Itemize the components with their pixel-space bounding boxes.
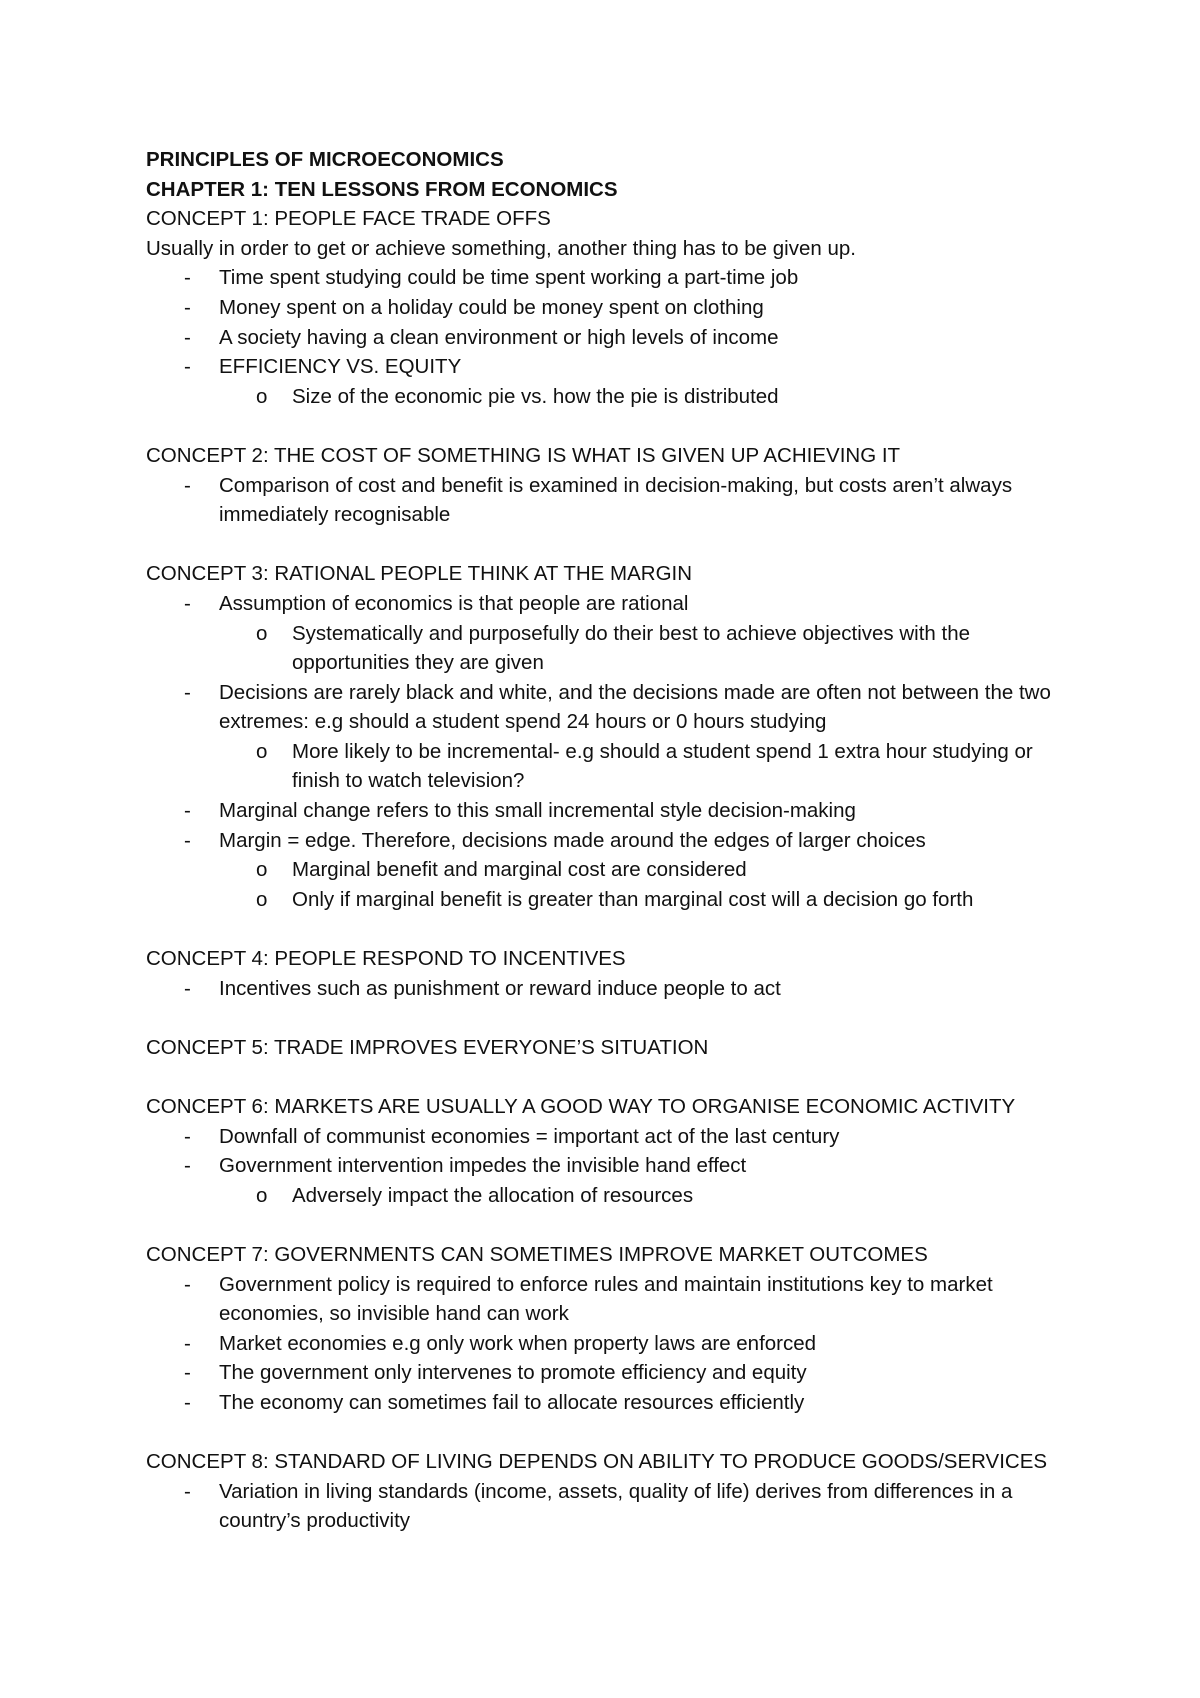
spacer — [146, 1003, 1086, 1033]
spacer — [146, 914, 1086, 944]
sub-bullet-text: Only if marginal benefit is greater than marginal cost will a decision go forth — [292, 887, 974, 911]
list-item — [146, 678, 1086, 737]
list-item — [146, 796, 1086, 826]
concept-8-heading: CONCEPT 8: STANDARD OF LIVING DEPENDS ON ABILITY TO PRODUCE GOODS/SERVICES — [146, 1450, 1048, 1474]
dash-bullet: - — [184, 355, 191, 379]
bullet-text: Market economies e.g only work when property laws are enforced — [219, 1331, 817, 1355]
bullet-text: Decisions are rarely black and white, and the decisions made are often not between the two extremes: e.g should a student spend 24 hours or 0 hours studying — [219, 680, 1051, 734]
concept-2-heading: CONCEPT 2: THE COST OF SOMETHING IS WHAT IS GIVEN UP ACHIEVING IT — [146, 443, 901, 467]
concept-3-heading: CONCEPT 3: RATIONAL PEOPLE THINK AT THE MARGIN — [146, 562, 693, 586]
dash-bullet: - — [184, 266, 191, 290]
bullet-text: Assumption of economics is that people are rational — [219, 591, 689, 615]
dash-bullet: - — [184, 1124, 191, 1148]
circle-bullet: o — [256, 1183, 268, 1207]
sub-list-item — [146, 885, 1086, 915]
bullet-text: Government policy is required to enforce rules and maintain institutions key to market economies, so invisible hand can work — [219, 1272, 993, 1326]
bullet-text: Time spent studying could be time spent working a part-time job — [219, 266, 799, 290]
document-title: PRINCIPLES OF MICROECONOMICS — [146, 148, 504, 171]
bullet-text: EFFICIENCY VS. EQUITY — [219, 355, 462, 379]
circle-bullet: o — [256, 858, 268, 882]
circle-bullet: o — [256, 621, 268, 645]
bullet-text: Money spent on a holiday could be money spent on clothing — [219, 295, 764, 319]
sub-list-item — [146, 737, 1086, 796]
bullet-text: The economy can sometimes fail to allocate resources efficiently — [219, 1390, 805, 1414]
dash-bullet: - — [184, 1272, 191, 1296]
bullet-text: Incentives such as punishment or reward induce people to act — [219, 976, 781, 1000]
bullet-text: Variation in living standards (income, assets, quality of life) derives from differences in a country’s productivity — [219, 1479, 1013, 1533]
bullet-text: Marginal change refers to this small incremental style decision-making — [219, 799, 856, 823]
dash-bullet: - — [184, 1154, 191, 1178]
sub-bullet-text: Marginal benefit and marginal cost are considered — [292, 858, 747, 882]
chapter-heading: CHAPTER 1: TEN LESSONS FROM ECONOMICS — [146, 177, 618, 201]
list-item — [146, 293, 1086, 323]
list-item — [146, 263, 1086, 293]
list-item — [146, 1358, 1086, 1388]
sub-bullet-text: Systematically and purposefully do their best to achieve objectives with the opportunities they are given — [292, 621, 971, 675]
dash-bullet: - — [184, 1390, 191, 1414]
dash-bullet: - — [184, 295, 191, 319]
list-item — [146, 1388, 1086, 1418]
concept-6-heading: CONCEPT 6: MARKETS ARE USUALLY A GOOD WAY TO ORGANISE ECONOMIC ACTIVITY — [146, 1095, 1016, 1118]
bullet-text: The government only intervenes to promote efficiency and equity — [219, 1361, 807, 1385]
concept-1-heading: CONCEPT 1: PEOPLE FACE TRADE OFFS — [146, 207, 551, 231]
circle-bullet: o — [256, 887, 268, 911]
spacer — [146, 1418, 1086, 1448]
dash-bullet: - — [184, 473, 191, 497]
concept-1-intro: Usually in order to get or achieve something, another thing has to be given up. — [146, 236, 856, 260]
dash-bullet: - — [184, 976, 191, 1000]
bullet-text: A society having a clean environment or high levels of income — [219, 325, 779, 349]
bullet-text: Government intervention impedes the invisible hand effect — [219, 1154, 747, 1178]
dash-bullet: - — [184, 799, 191, 823]
dash-bullet: - — [184, 680, 191, 704]
list-item — [146, 1477, 1086, 1536]
dash-bullet: - — [184, 591, 191, 615]
sub-list-item — [146, 619, 1086, 678]
list-item — [146, 1270, 1086, 1329]
list-item — [146, 826, 1086, 856]
sub-bullet-text: Adversely impact the allocation of resources — [292, 1183, 694, 1207]
circle-bullet: o — [256, 739, 268, 763]
concept-4-heading: CONCEPT 4: PEOPLE RESPOND TO INCENTIVES — [146, 947, 626, 971]
dash-bullet: - — [184, 1361, 191, 1385]
dash-bullet: - — [184, 325, 191, 349]
spacer — [146, 1210, 1086, 1240]
sub-list-item — [146, 1181, 1086, 1211]
dash-bullet: - — [184, 1479, 191, 1503]
spacer — [146, 411, 1086, 441]
spacer — [146, 530, 1086, 560]
list-item — [146, 974, 1086, 1004]
document-body — [146, 145, 1086, 1536]
sub-list-item — [146, 382, 1086, 412]
list-item — [146, 1151, 1086, 1181]
list-item — [146, 471, 1086, 530]
list-item — [146, 1122, 1086, 1152]
list-item — [146, 323, 1086, 353]
list-item — [146, 589, 1086, 619]
sub-bullet-text: More likely to be incremental- e.g should a student spend 1 extra hour studying or finish to watch television? — [292, 739, 1033, 793]
list-item — [146, 352, 1086, 382]
sub-list-item — [146, 855, 1086, 885]
concept-7-heading: CONCEPT 7: GOVERNMENTS CAN SOMETIMES IMPROVE MARKET OUTCOMES — [146, 1242, 928, 1266]
bullet-text: Downfall of communist economies = important act of the last century — [219, 1124, 840, 1148]
list-item — [146, 1329, 1086, 1359]
bullet-text: Margin = edge. Therefore, decisions made around the edges of larger choices — [219, 828, 926, 852]
spacer — [146, 1062, 1086, 1092]
concept-5-heading: CONCEPT 5: TRADE IMPROVES EVERYONE’S SITUATION — [146, 1035, 709, 1059]
circle-bullet: o — [256, 384, 268, 408]
dash-bullet: - — [184, 828, 191, 852]
bullet-text: Comparison of cost and benefit is examined in decision-making, but costs aren’t always immediately recognisable — [219, 473, 1013, 527]
sub-bullet-text: Size of the economic pie vs. how the pie is distributed — [292, 384, 779, 408]
dash-bullet: - — [184, 1331, 191, 1355]
